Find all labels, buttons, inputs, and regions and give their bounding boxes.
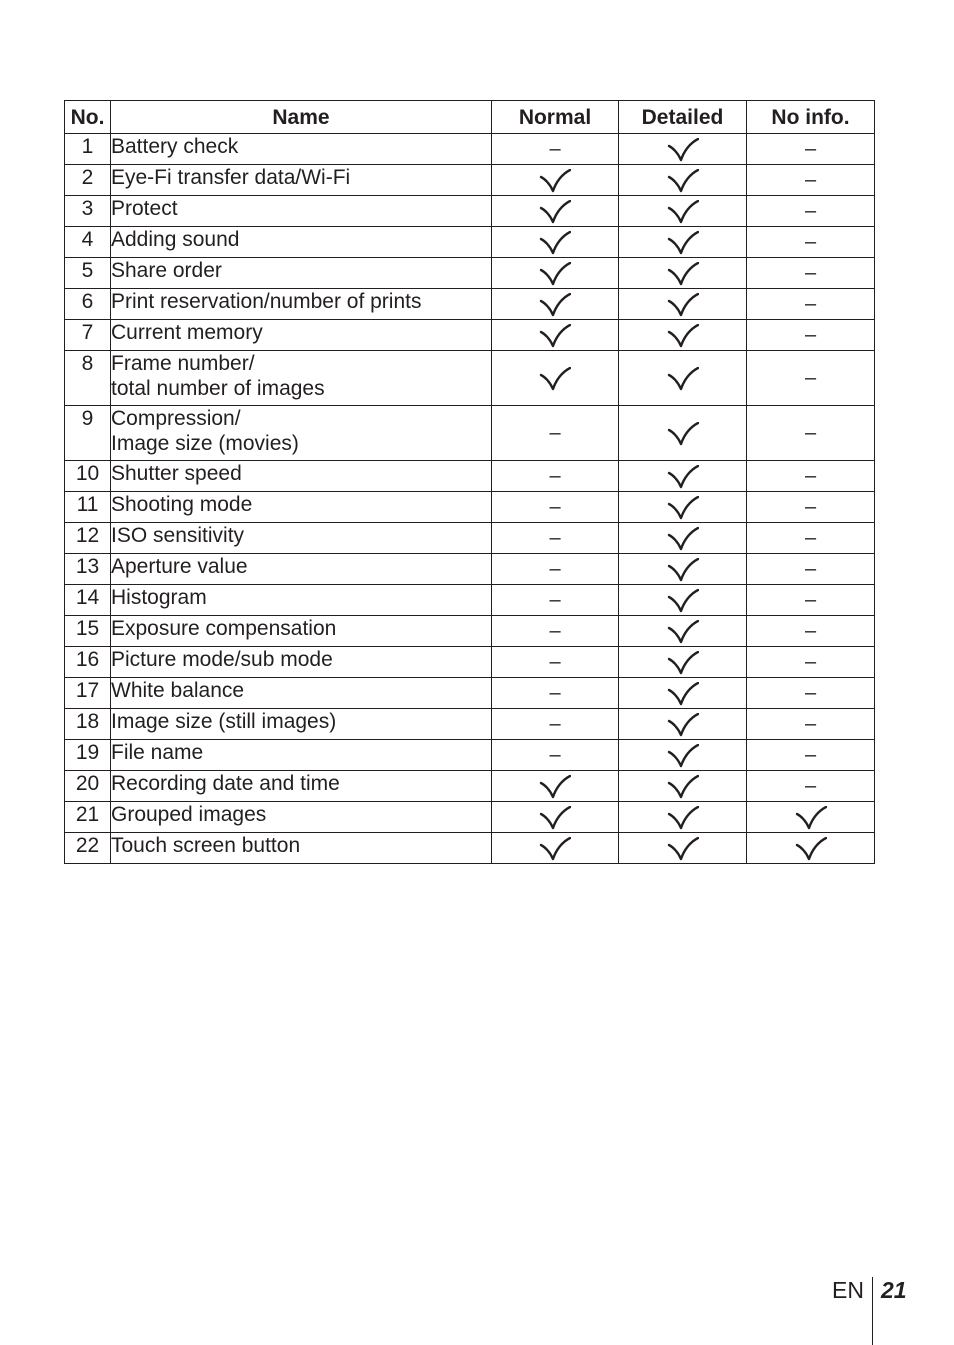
footer-divider xyxy=(872,1277,873,1345)
cell-normal xyxy=(492,492,619,523)
table-row xyxy=(65,289,875,320)
row-number: 22 xyxy=(65,833,111,864)
cell-normal xyxy=(492,740,619,771)
check-mark-icon xyxy=(667,744,699,768)
dash-mark: – xyxy=(804,620,817,642)
cell-noinfo xyxy=(747,492,875,523)
cell-detailed xyxy=(619,740,747,771)
dash-mark: – xyxy=(549,744,561,766)
cell-normal xyxy=(492,554,619,585)
check-mark-icon xyxy=(667,422,699,446)
check-mark-icon xyxy=(667,589,699,613)
row-number: 8 xyxy=(65,351,111,406)
row-name: Aperture value xyxy=(111,554,492,585)
cell-normal xyxy=(492,647,619,678)
header-normal: Normal xyxy=(492,101,619,134)
table-row xyxy=(65,771,875,802)
row-number: 2 xyxy=(65,165,111,196)
cell-normal xyxy=(492,351,619,406)
row-number: 5 xyxy=(65,258,111,289)
cell-normal xyxy=(492,320,619,351)
check-mark-icon xyxy=(667,713,699,737)
row-name: ISO sensitivity xyxy=(111,523,492,554)
check-mark-icon xyxy=(795,837,827,861)
check-mark-icon xyxy=(667,620,699,644)
row-name: White balance xyxy=(111,678,492,709)
cell-detailed xyxy=(619,709,747,740)
cell-detailed xyxy=(619,406,747,461)
cell-noinfo xyxy=(747,740,875,771)
table-row xyxy=(65,833,875,864)
row-name: Grouped images xyxy=(111,802,492,833)
dash-mark: – xyxy=(549,620,561,642)
cell-normal xyxy=(492,258,619,289)
row-name: Protect xyxy=(111,196,492,227)
table-row xyxy=(65,678,875,709)
table-row xyxy=(65,616,875,647)
table-row xyxy=(65,461,875,492)
dash-mark: – xyxy=(804,682,817,704)
check-mark-icon xyxy=(667,231,699,255)
cell-normal xyxy=(492,585,619,616)
cell-normal xyxy=(492,165,619,196)
dash-mark: – xyxy=(549,682,561,704)
check-mark-icon xyxy=(667,169,699,193)
cell-detailed xyxy=(619,258,747,289)
check-mark-icon xyxy=(667,465,699,489)
dash-mark: – xyxy=(804,713,817,735)
cell-noinfo xyxy=(747,554,875,585)
cell-detailed xyxy=(619,492,747,523)
row-name: Adding sound xyxy=(111,227,492,258)
page-number: 21 xyxy=(881,1277,907,1303)
cell-noinfo xyxy=(747,585,875,616)
check-mark-icon xyxy=(795,806,827,830)
check-mark-icon xyxy=(539,837,571,861)
dash-mark: – xyxy=(549,465,561,487)
header-name: Name xyxy=(111,101,492,134)
table-row xyxy=(65,320,875,351)
cell-noinfo xyxy=(747,802,875,833)
row-number: 15 xyxy=(65,616,111,647)
cell-normal xyxy=(492,833,619,864)
row-number: 14 xyxy=(65,585,111,616)
cell-detailed xyxy=(619,227,747,258)
dash-mark: – xyxy=(804,558,817,580)
row-number: 7 xyxy=(65,320,111,351)
table-row xyxy=(65,802,875,833)
table-body xyxy=(65,134,875,864)
cell-normal xyxy=(492,771,619,802)
cell-noinfo xyxy=(747,678,875,709)
cell-noinfo xyxy=(747,647,875,678)
row-name: Frame number/ total number of images xyxy=(111,351,492,406)
dash-mark: – xyxy=(804,200,817,222)
cell-detailed xyxy=(619,678,747,709)
check-mark-icon xyxy=(539,200,571,224)
table-header-row xyxy=(65,101,875,134)
check-mark-icon xyxy=(667,682,699,706)
dash-mark: – xyxy=(804,169,817,191)
header-no-info: No info. xyxy=(747,101,875,134)
row-name: Shutter speed xyxy=(111,461,492,492)
check-mark-icon xyxy=(667,496,699,520)
cell-normal xyxy=(492,134,619,165)
header-detailed: Detailed xyxy=(619,101,747,134)
header-no: No. xyxy=(65,101,111,134)
cell-detailed xyxy=(619,165,747,196)
cell-normal xyxy=(492,523,619,554)
row-name: Battery check xyxy=(111,134,492,165)
dash-mark: – xyxy=(804,422,817,444)
row-number: 3 xyxy=(65,196,111,227)
table-row xyxy=(65,196,875,227)
row-name: Share order xyxy=(111,258,492,289)
cell-detailed xyxy=(619,771,747,802)
row-number: 13 xyxy=(65,554,111,585)
row-number: 17 xyxy=(65,678,111,709)
dash-mark: – xyxy=(549,651,561,673)
cell-noinfo xyxy=(747,771,875,802)
cell-detailed xyxy=(619,461,747,492)
table-row xyxy=(65,165,875,196)
dash-mark: – xyxy=(549,138,561,160)
row-name: Touch screen button xyxy=(111,833,492,864)
check-mark-icon xyxy=(539,367,571,391)
row-name: Exposure compensation xyxy=(111,616,492,647)
check-mark-icon xyxy=(539,169,571,193)
table-row xyxy=(65,227,875,258)
cell-normal xyxy=(492,616,619,647)
check-mark-icon xyxy=(539,324,571,348)
dash-mark: – xyxy=(549,422,561,444)
cell-noinfo xyxy=(747,709,875,740)
check-mark-icon xyxy=(667,837,699,861)
cell-noinfo xyxy=(747,134,875,165)
row-number: 21 xyxy=(65,802,111,833)
dash-mark: – xyxy=(804,651,817,673)
cell-normal xyxy=(492,802,619,833)
dash-mark: – xyxy=(549,558,561,580)
cell-noinfo xyxy=(747,320,875,351)
cell-detailed xyxy=(619,289,747,320)
cell-noinfo xyxy=(747,227,875,258)
dash-mark: – xyxy=(804,527,817,549)
dash-mark: – xyxy=(804,262,817,284)
table-row xyxy=(65,585,875,616)
check-mark-icon xyxy=(667,775,699,799)
check-mark-icon xyxy=(667,558,699,582)
cell-normal xyxy=(492,406,619,461)
dash-mark: – xyxy=(804,496,817,518)
language-label: EN xyxy=(832,1277,864,1303)
dash-mark: – xyxy=(804,324,817,346)
table-row xyxy=(65,258,875,289)
cell-noinfo xyxy=(747,833,875,864)
cell-noinfo xyxy=(747,289,875,320)
row-number: 18 xyxy=(65,709,111,740)
table-row xyxy=(65,709,875,740)
cell-detailed xyxy=(619,616,747,647)
check-mark-icon xyxy=(539,806,571,830)
row-name: File name xyxy=(111,740,492,771)
check-mark-icon xyxy=(539,262,571,286)
dash-mark: – xyxy=(804,231,817,253)
cell-detailed xyxy=(619,833,747,864)
row-number: 20 xyxy=(65,771,111,802)
check-mark-icon xyxy=(667,138,699,162)
row-number: 6 xyxy=(65,289,111,320)
cell-noinfo xyxy=(747,165,875,196)
cell-noinfo xyxy=(747,258,875,289)
cell-noinfo xyxy=(747,406,875,461)
table-row xyxy=(65,523,875,554)
cell-normal xyxy=(492,289,619,320)
cell-detailed xyxy=(619,320,747,351)
cell-detailed xyxy=(619,802,747,833)
display-info-table xyxy=(64,100,875,864)
check-mark-icon xyxy=(667,367,699,391)
dash-mark: – xyxy=(549,527,561,549)
cell-detailed xyxy=(619,647,747,678)
check-mark-icon xyxy=(667,527,699,551)
cell-noinfo xyxy=(747,461,875,492)
check-mark-icon xyxy=(667,293,699,317)
dash-mark: – xyxy=(804,775,817,797)
cell-detailed xyxy=(619,351,747,406)
row-name: Recording date and time xyxy=(111,771,492,802)
cell-normal xyxy=(492,461,619,492)
dash-mark: – xyxy=(804,465,817,487)
row-number: 4 xyxy=(65,227,111,258)
check-mark-icon xyxy=(539,231,571,255)
dash-mark: – xyxy=(804,367,817,389)
row-name: Image size (still images) xyxy=(111,709,492,740)
cell-detailed xyxy=(619,196,747,227)
cell-detailed xyxy=(619,523,747,554)
check-mark-icon xyxy=(667,651,699,675)
row-number: 10 xyxy=(65,461,111,492)
row-number: 19 xyxy=(65,740,111,771)
check-mark-icon xyxy=(539,775,571,799)
check-mark-icon xyxy=(667,262,699,286)
table-row xyxy=(65,492,875,523)
cell-detailed xyxy=(619,585,747,616)
row-name: Eye-Fi transfer data/Wi-Fi xyxy=(111,165,492,196)
row-number: 12 xyxy=(65,523,111,554)
table-row xyxy=(65,740,875,771)
cell-noinfo xyxy=(747,523,875,554)
table-row xyxy=(65,134,875,165)
row-name: Print reservation/number of prints xyxy=(111,289,492,320)
row-number: 9 xyxy=(65,406,111,461)
table-row xyxy=(65,554,875,585)
table-row xyxy=(65,647,875,678)
check-mark-icon xyxy=(667,200,699,224)
dash-mark: – xyxy=(549,589,561,611)
row-name: Current memory xyxy=(111,320,492,351)
row-name: Picture mode/sub mode xyxy=(111,647,492,678)
row-name: Compression/ Image size (movies) xyxy=(111,406,492,461)
table-row xyxy=(65,351,875,406)
cell-noinfo xyxy=(747,196,875,227)
cell-detailed xyxy=(619,554,747,585)
cell-noinfo xyxy=(747,351,875,406)
dash-mark: – xyxy=(804,293,817,315)
row-number: 11 xyxy=(65,492,111,523)
check-mark-icon xyxy=(539,293,571,317)
cell-normal xyxy=(492,227,619,258)
cell-noinfo xyxy=(747,616,875,647)
cell-normal xyxy=(492,678,619,709)
table-row xyxy=(65,406,875,461)
dash-mark: – xyxy=(804,744,817,766)
cell-detailed xyxy=(619,134,747,165)
cell-normal xyxy=(492,196,619,227)
row-name: Shooting mode xyxy=(111,492,492,523)
dash-mark: – xyxy=(804,138,817,160)
row-name: Histogram xyxy=(111,585,492,616)
cell-normal xyxy=(492,709,619,740)
dash-mark: – xyxy=(804,589,817,611)
row-number: 1 xyxy=(65,134,111,165)
dash-mark: – xyxy=(549,713,561,735)
dash-mark: – xyxy=(549,496,561,518)
check-mark-icon xyxy=(667,324,699,348)
row-number: 16 xyxy=(65,647,111,678)
check-mark-icon xyxy=(667,806,699,830)
